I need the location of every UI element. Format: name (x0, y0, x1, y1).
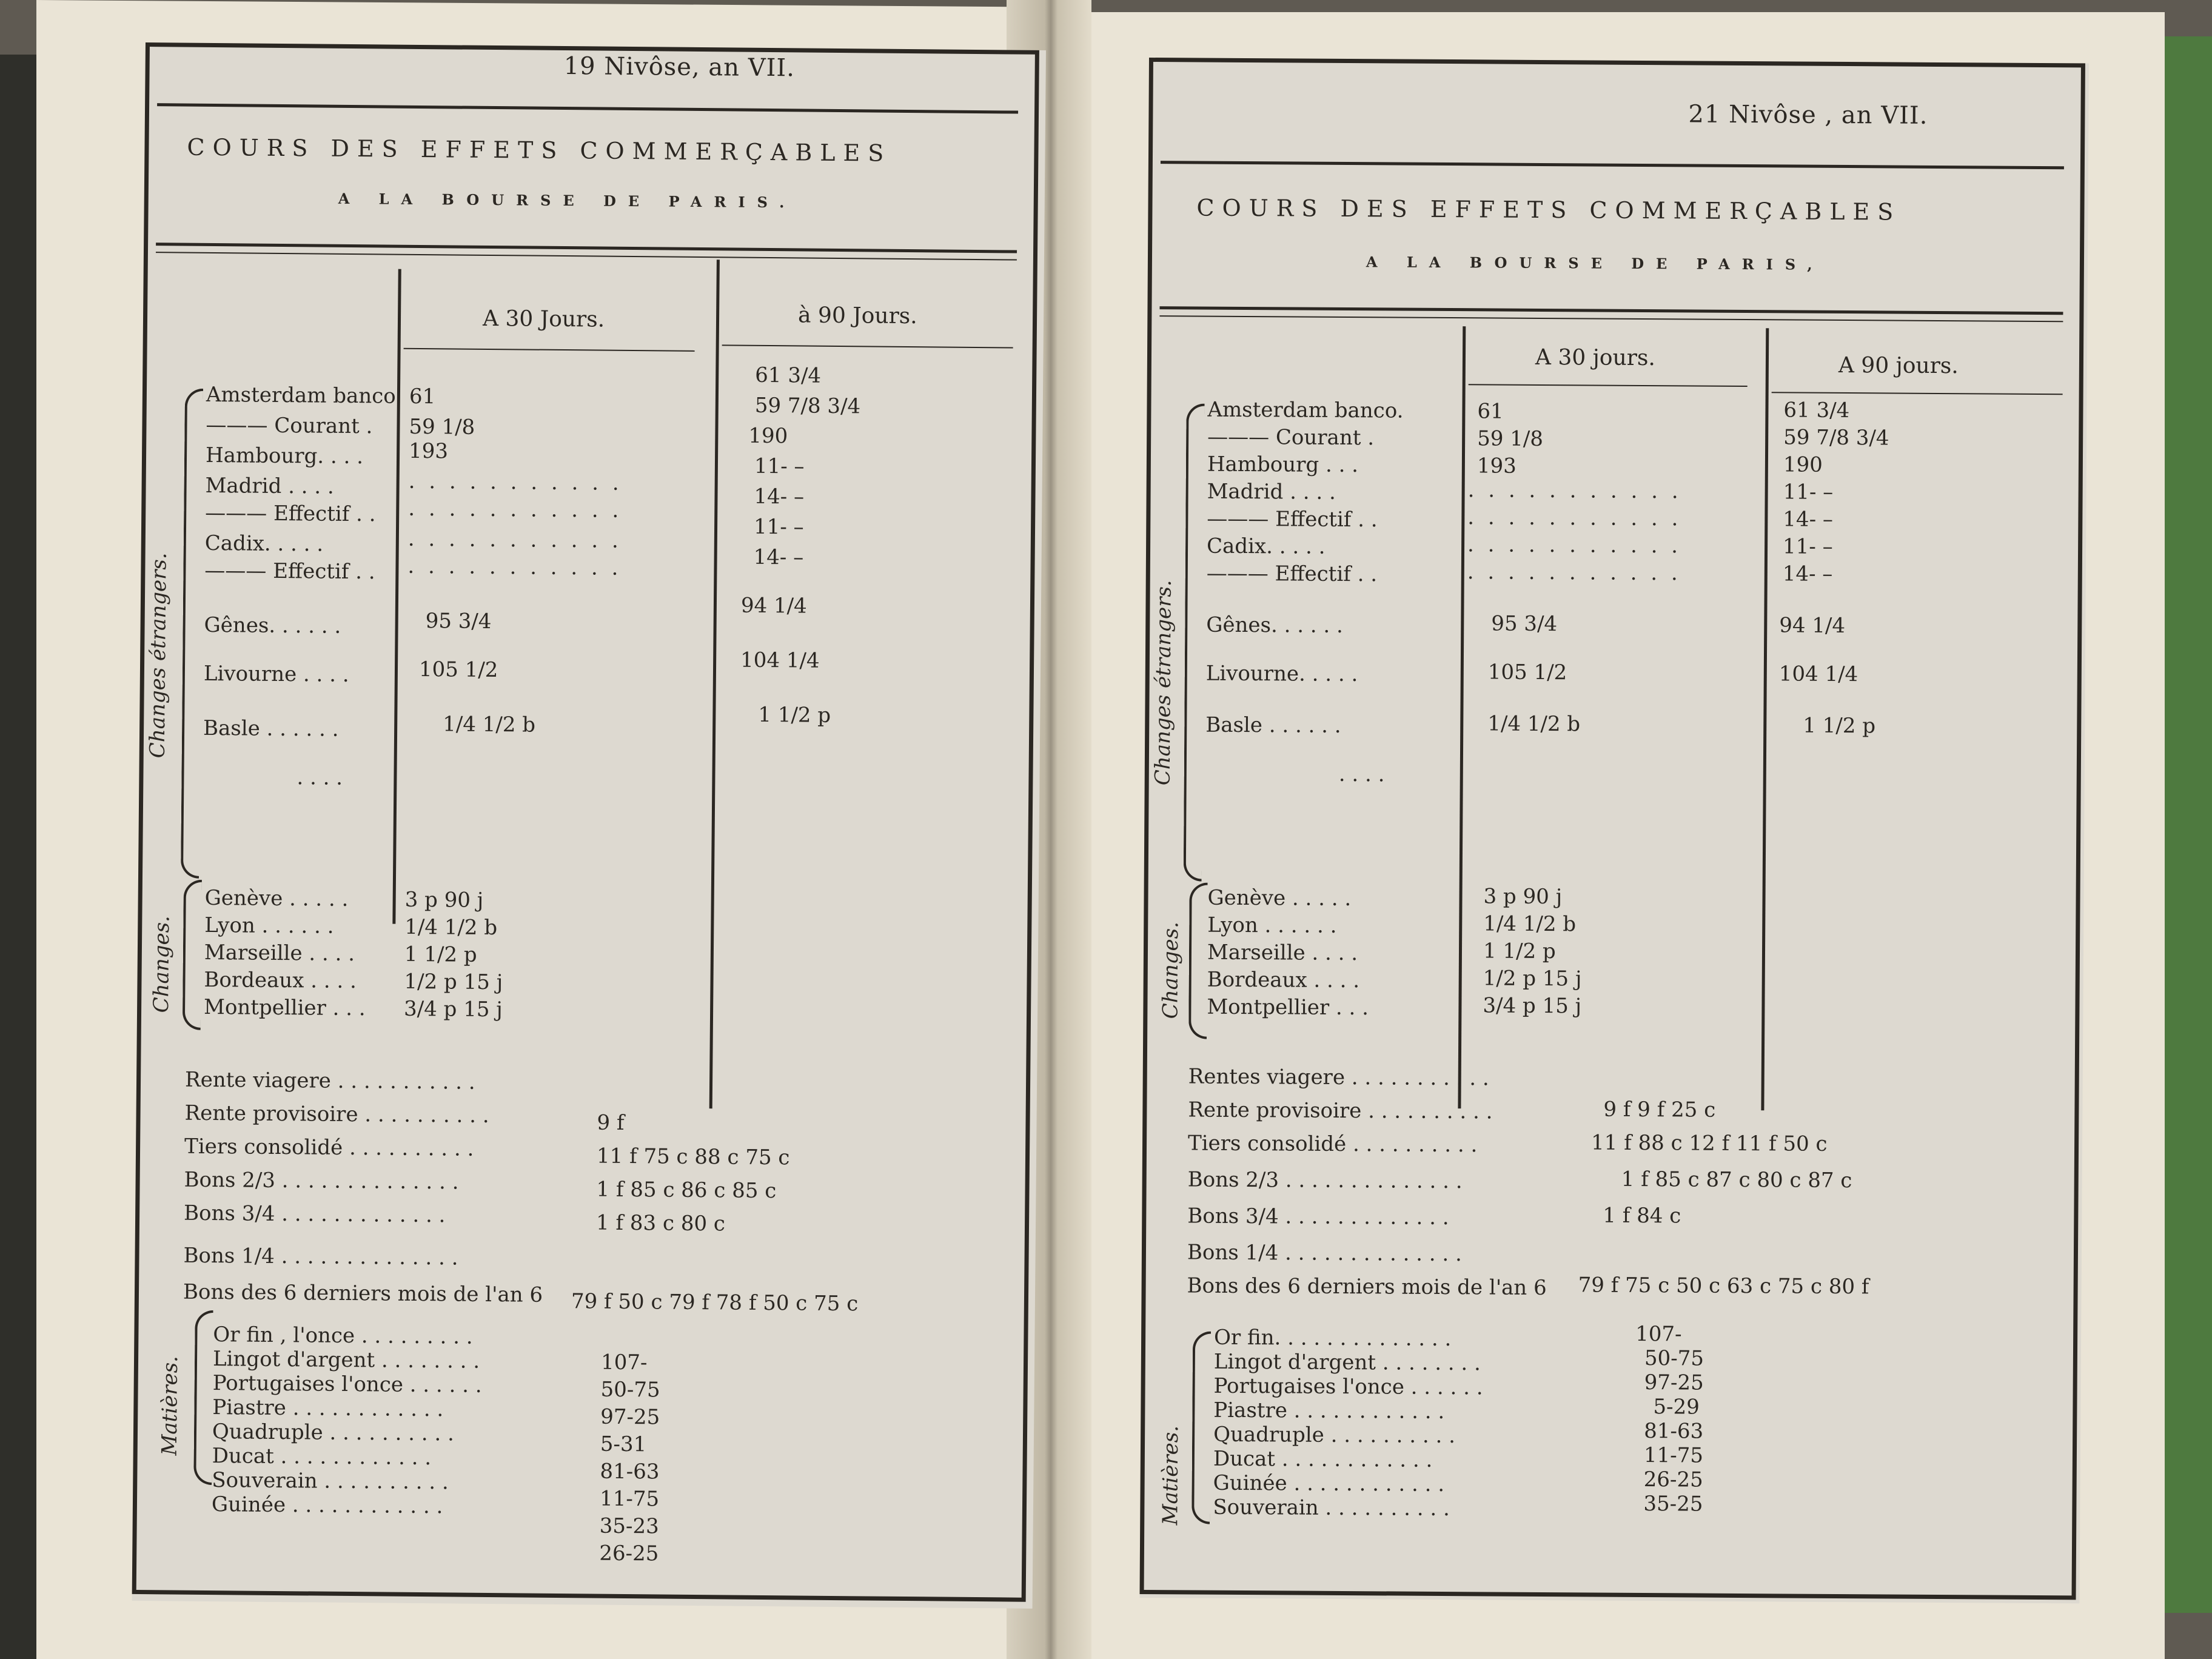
page-date: 21 Nivôse , an VII. (1688, 100, 1928, 130)
column-header-30: A 30 Jours. (482, 306, 605, 332)
matiere-label: Portugaises l'once . . . . . . (212, 1371, 482, 1398)
row-value-90: 1 1/2 p (1803, 713, 1876, 739)
matiere-value: 26-25 (1643, 1467, 1703, 1492)
rente-label: Rente provisoire . . . . . . . . . . (184, 1101, 489, 1128)
rente-value: 9 f 9 f 25 c (1603, 1097, 1716, 1122)
row-label: Cadix. . . . . (204, 531, 324, 557)
matiere-label: Souverain . . . . . . . . . . (212, 1468, 449, 1495)
rente-label: Rente viagere . . . . . . . . . . . (184, 1067, 475, 1094)
brace (1191, 1331, 1211, 1524)
row-value-30: . . . . . . . . . . . (407, 554, 622, 580)
row-value-90: 11- – (1782, 534, 1833, 559)
column-header-30: A 30 jours. (1535, 344, 1655, 371)
rente-value: 1 f 85 c 87 c 80 c 87 c (1621, 1167, 1852, 1193)
row-label: Basle . . . . . . (1205, 712, 1341, 738)
row-value-90: 94 1/4 (740, 593, 807, 618)
rente-label: Rentes viagere . . . . . . . . . . . (1188, 1064, 1489, 1091)
row-value-30: 1 1/2 p (1483, 939, 1556, 964)
row-value-30: 61 (409, 384, 436, 409)
row-value-90: 190 (748, 423, 788, 449)
row-label: Bordeaux . . . . (204, 967, 357, 994)
matiere-label: Piastre . . . . . . . . . . . . (212, 1395, 444, 1422)
matiere-value: 5-29 (1653, 1395, 1700, 1419)
matiere-value: 35-25 (1643, 1492, 1703, 1517)
row-value-30: 61 (1477, 399, 1504, 424)
rente-label: Bons des 6 derniers mois de l'an 6 (183, 1279, 543, 1307)
matiere-value: 50-75 (600, 1377, 660, 1403)
row-value-90: 61 3/4 (755, 363, 822, 388)
page-subtitle: A LA BOURSE DE PARIS, (1366, 253, 1825, 273)
row-value-30: . . . . . . . . . . . (408, 496, 623, 523)
row-value-30: 105 1/2 (1487, 660, 1567, 685)
matiere-label: Piastre . . . . . . . . . . . . (1213, 1398, 1445, 1424)
row-value-30: 1 1/2 p (404, 942, 477, 967)
matiere-label: Or fin , l'once . . . . . . . . . (213, 1322, 473, 1349)
row-label: Madrid . . . . (1207, 479, 1336, 504)
rente-label: Bons 2/3 . . . . . . . . . . . . . . (184, 1167, 459, 1195)
row-value-30: 95 3/4 (425, 609, 492, 634)
row-label: Hambourg. . . . (205, 443, 364, 469)
row-label: ——— Effectif . . (1207, 506, 1378, 532)
matiere-label: Quadruple . . . . . . . . . . (212, 1419, 455, 1446)
row-value-90: 190 (1783, 452, 1823, 477)
row-label: Madrid . . . . (205, 473, 334, 499)
row-label: Livourne. . . . . (1205, 661, 1358, 687)
row-label: Gênes. . . . . . (1206, 612, 1344, 638)
row-value-30: 1/2 p 15 j (1483, 966, 1582, 991)
matiere-label: Lingot d'argent . . . . . . . . (212, 1347, 480, 1373)
rente-label: Bons 3/4 . . . . . . . . . . . . . (1187, 1204, 1449, 1230)
brace (193, 1310, 213, 1485)
row-value-30: 59 1/8 (409, 414, 475, 440)
row-label: Livourne . . . . (203, 661, 349, 687)
column-header-90: A 90 jours. (1838, 352, 1959, 379)
row-label: Lyon . . . . . . (1207, 913, 1337, 938)
row-value-30: 59 1/8 (1477, 426, 1544, 451)
row-value-30: . . . . . . . . . . . (1467, 532, 1682, 558)
row-label: Genève . . . . . (204, 885, 349, 911)
matiere-label: Ducat . . . . . . . . . . . . (1213, 1446, 1433, 1472)
right-page (1139, 58, 2088, 1603)
matiere-value: 50-75 (1644, 1346, 1704, 1371)
page-title: COURS DES EFFETS COMMERÇABLES (1196, 194, 1902, 226)
matiere-value: 97-25 (1644, 1370, 1704, 1395)
row-value-30: 1/4 1/2 b (404, 914, 498, 940)
row-value-30: 95 3/4 (1491, 611, 1558, 637)
brace (1188, 882, 1208, 1039)
rente-label: Bons 2/3 . . . . . . . . . . . . . . (1187, 1167, 1463, 1194)
side-label-etrangers: Changes étrangers. (1150, 580, 1176, 786)
row-label: ——— Courant . (1207, 424, 1375, 451)
row-label: Montpellier . . . (1207, 994, 1369, 1021)
row-label: Amsterdam banco. (206, 382, 403, 409)
matiere-value: 11-75 (599, 1486, 660, 1512)
row-value-30: 3 p 90 j (404, 887, 484, 913)
row-value-90: 11- – (1783, 480, 1834, 504)
rente-value: 9 f (597, 1110, 625, 1135)
row-value-30: 3/4 p 15 j (403, 996, 503, 1022)
matiere-value: 107- (1635, 1321, 1682, 1347)
row-value-30: 105 1/2 (418, 657, 498, 683)
row-value-90: 59 7/8 3/4 (1783, 425, 1889, 451)
row-label: . . . . (1338, 762, 1385, 787)
matiere-value: 26-25 (599, 1541, 659, 1566)
row-value-30: 1/4 1/2 b (443, 712, 536, 737)
matiere-value: 81-63 (1644, 1419, 1704, 1444)
left-page (132, 42, 1046, 1609)
row-label: ——— Courant . (206, 412, 373, 439)
row-value-90: 14- – (1783, 507, 1834, 532)
matiere-value: 81-63 (600, 1459, 660, 1484)
page-date: 19 Nivôse, an VII. (563, 52, 796, 82)
rente-value: 11 f 88 c 12 f 11 f 50 c (1590, 1130, 1828, 1156)
row-value-30: 1/2 p 15 j (404, 969, 503, 995)
row-label: ——— Effectif . . (205, 500, 376, 527)
matiere-value: 5-31 (600, 1432, 647, 1457)
matiere-label: Guinée . . . . . . . . . . . . (1213, 1470, 1445, 1497)
row-label: . . . . (297, 765, 343, 790)
rente-value: 1 f 85 c 86 c 85 c (596, 1177, 777, 1204)
side-label-etrangers: Changes étrangers. (145, 552, 172, 759)
matiere-value: 97-25 (600, 1404, 660, 1430)
side-label-changes: Changes. (149, 915, 175, 1013)
row-value-90: 61 3/4 (1783, 398, 1850, 423)
row-label: Amsterdam banco. (1207, 397, 1404, 423)
row-value-90: 14- – (754, 484, 805, 509)
row-value-30: 3/4 p 15 j (1483, 993, 1582, 1019)
row-value-30: 1/4 1/2 b (1487, 711, 1581, 737)
row-value-90: 11- – (754, 454, 805, 479)
rente-label: Tiers consolidé . . . . . . . . . . (184, 1134, 474, 1161)
row-value-30: 1/4 1/2 b (1483, 911, 1577, 937)
matiere-label: Lingot d'argent . . . . . . . . (1213, 1349, 1481, 1376)
row-label: Cadix. . . . . (1206, 534, 1326, 559)
book-cover-right (2157, 36, 2212, 1613)
brace (183, 880, 202, 1030)
row-value-90: 94 1/4 (1779, 613, 1846, 638)
rente-label: Bons des 6 derniers mois de l'an 6 (1187, 1273, 1547, 1301)
matiere-label: Quadruple . . . . . . . . . . (1213, 1422, 1456, 1449)
matiere-label: Souverain . . . . . . . . . . (1213, 1495, 1450, 1521)
row-value-30: . . . . . . . . . . . (1467, 505, 1682, 531)
row-label: Bordeaux . . . . (1207, 967, 1360, 993)
row-value-30: 193 (408, 438, 449, 464)
rente-value: 79 f 50 c 79 f 78 f 50 c 75 c (571, 1289, 859, 1316)
side-label-matieres: Matières. (1158, 1425, 1184, 1526)
matiere-value: 35-23 (599, 1513, 659, 1539)
rente-label: Bons 1/4 . . . . . . . . . . . . . . (1187, 1240, 1463, 1267)
row-value-30: 3 p 90 j (1483, 884, 1563, 910)
row-label: ——— Effectif . . (1206, 561, 1378, 587)
row-label: Montpellier . . . (203, 994, 366, 1021)
row-label: Lyon . . . . . . (204, 913, 334, 939)
rente-value: 1 f 84 c (1603, 1203, 1681, 1228)
rente-label: Bons 1/4 . . . . . . . . . . . . . . (183, 1243, 458, 1270)
book-cover-left (0, 55, 36, 1659)
row-value-30: . . . . . . . . . . . (407, 526, 623, 553)
matiere-value: 11-75 (1643, 1443, 1704, 1468)
row-value-90: 104 1/4 (740, 648, 820, 673)
row-label: Basle . . . . . . (203, 716, 339, 742)
row-value-30: . . . . . . . . . . . (1467, 478, 1682, 504)
rente-value: 1 f 83 c 80 c (595, 1210, 726, 1236)
row-label: Gênes. . . . . . (204, 612, 341, 638)
row-value-90: 11- – (753, 514, 804, 540)
page-title: COURS DES EFFETS COMMERÇABLES (187, 133, 892, 167)
row-label: ——— Effectif . . (204, 558, 375, 585)
row-label: Genève . . . . . (1207, 885, 1352, 911)
row-value-30: . . . . . . . . . . . (408, 469, 623, 495)
column-header-90: à 90 Jours. (797, 303, 917, 329)
rente-label: Rente provisoire . . . . . . . . . . (1188, 1098, 1493, 1124)
rente-value: 11 f 75 c 88 c 75 c (596, 1144, 790, 1170)
row-label: Marseille . . . . (204, 940, 355, 967)
matiere-label: Guinée . . . . . . . . . . . . (211, 1492, 443, 1519)
rente-value: 79 f 75 c 50 c 63 c 75 c 80 f (1578, 1273, 1869, 1299)
row-label: Hambourg . . . (1207, 452, 1359, 478)
row-label: Marseille . . . . (1207, 940, 1358, 966)
side-label-matieres: Matières. (157, 1355, 183, 1456)
side-label-changes: Changes. (1158, 921, 1184, 1019)
matiere-label: Ducat . . . . . . . . . . . . (212, 1444, 432, 1470)
rente-label: Tiers consolidé . . . . . . . . . . (1187, 1131, 1478, 1158)
row-value-30: 193 (1476, 454, 1517, 478)
row-value-30: . . . . . . . . . . . (1467, 560, 1681, 586)
row-value-90: 14- – (1782, 561, 1833, 586)
row-value-90: 59 7/8 3/4 (754, 393, 861, 419)
row-value-90: 14- – (753, 545, 804, 570)
row-value-90: 1 1/2 p (758, 702, 831, 728)
page-subtitle: A LA BOURSE DE PARIS. (338, 189, 797, 212)
matiere-label: Portugaises l'once . . . . . . (1213, 1373, 1483, 1400)
row-value-90: 104 1/4 (1778, 662, 1858, 687)
matiere-label: Or fin. . . . . . . . . . . . . . (1213, 1325, 1452, 1352)
matiere-value: 107- (600, 1350, 648, 1375)
brace (1184, 403, 1205, 881)
rente-label: Bons 3/4 . . . . . . . . . . . . . (183, 1201, 446, 1228)
